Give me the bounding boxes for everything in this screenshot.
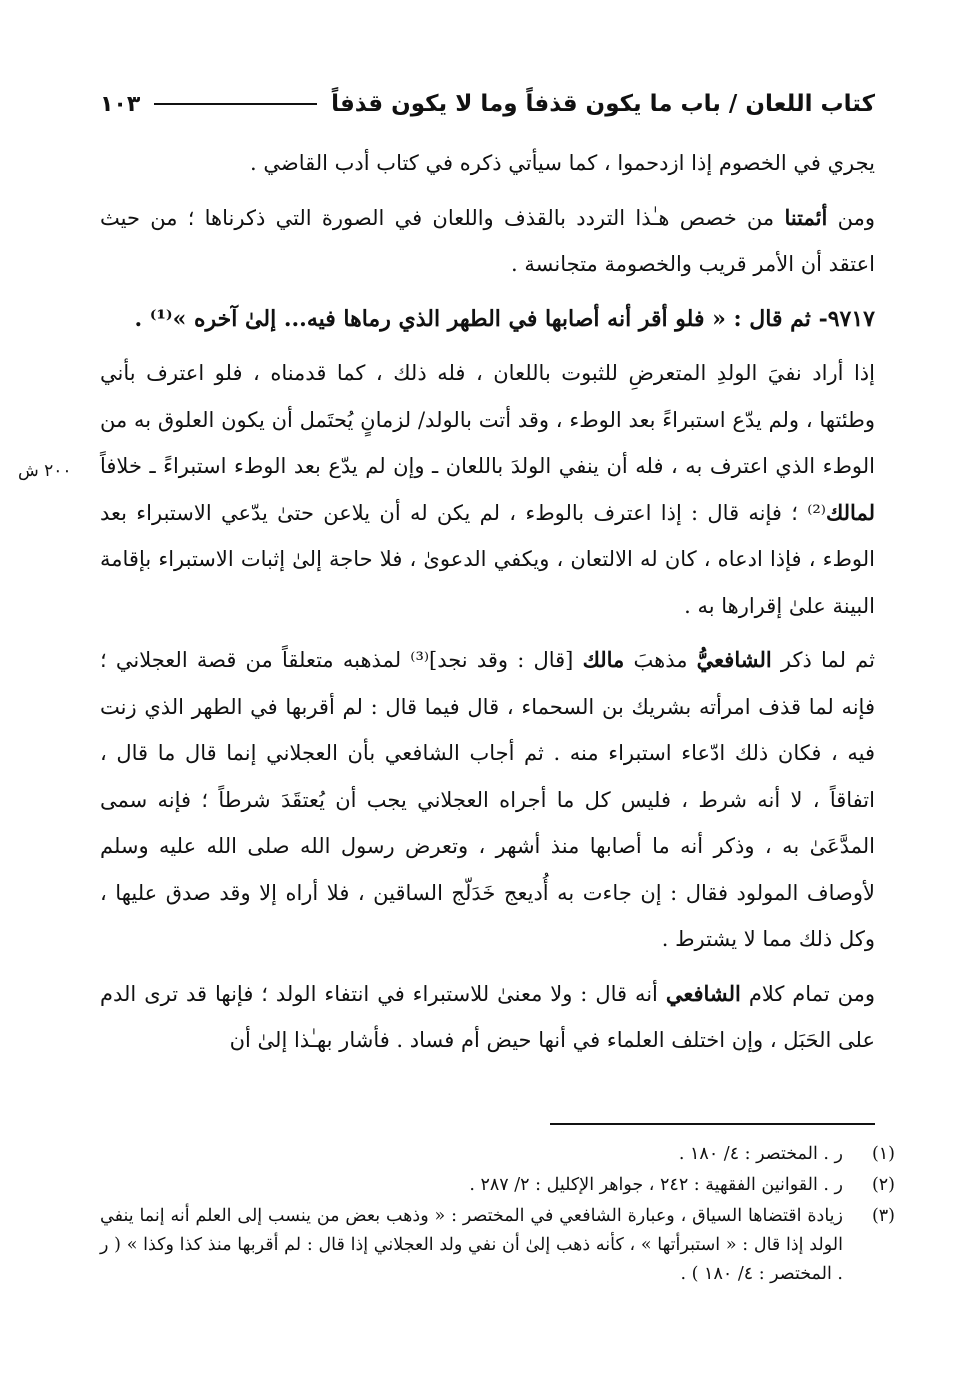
section-quote: ٩٧١٧- ثم قال : « فلو أقر أنه أصابها في الطهر الذي رماها فيه... إلىٰ آخره » [172,305,875,332]
footnote [100,1202,895,1289]
footnote-text: ر . المختصر : ٤/ ١٨٠ . [678,1144,843,1164]
bold-term: أئمتنا [784,204,828,230]
main-text [100,140,875,1072]
footnote [100,1171,895,1200]
section-heading [100,296,875,343]
paragraph-text: يجري في الخصوم إذا ازدحموا ، كما سيأتي ذكره في كتاب أدب القاضي . [250,151,875,175]
footnote-number: (٣) [871,1206,895,1226]
bold-term: الشافعي [665,980,741,1006]
paragraph [100,971,875,1064]
footnotes [100,1140,895,1291]
paragraph-text: إذا أراد نفيَ الولدِ المتعرضِ للثبوت باللعان ، فله ذلك ، كما قدمناه ، فلو اعترف بأني وطئتها ، ولم يدّع استبراءً بعد الوطء ، وقد أتت بالولد/ لزمانٍ يُحتَمل أن يكون العلوق به من الوطء الذي اعترف به ، فله أن ينفي الولدَ باللعان ـ وإن لم يدّع بعد الوطء استبراءً ـ خلافاً [100,361,875,478]
paragraph-mid: مذهبَ [624,648,697,672]
paragraph-lead: ومن [827,205,875,230]
footnote-text: ر . القوانين الفقهية : ٢٤٢ ، جواهر الإكليل : ٢/ ٢٨٧ . [469,1175,843,1195]
page-number: ١٠٣ [100,91,141,117]
header-title: كتاب اللعان / باب ما يكون قذفاً وما لا يكون قذفاً [331,91,875,117]
bold-term: الشافعيُّ [696,647,772,672]
paragraph-lead: ومن تمام كلام [740,981,875,1006]
footnote-number: (٢) [871,1175,895,1195]
paragraph-lead: ثم لما ذكر [771,648,875,672]
paragraph-text: ⁽²⁾ ؛ فإنه قال : إذا اعترف بالوطء ، لم يكن له أن يلاعن حتىٰ يدّعي الاستبراء بعد الوطء ، فإذا ادعاه ، كان له الالتعان ، ويكفي الدعوىٰ ، فلا حاجة إلىٰ إثبات الاستبراء بإقامة البينة علىٰ إقرارها به . [100,500,875,618]
footnote-text: زيادة اقتضاها السياق ، وعبارة الشافعي في المختصر : « وذهب بعض من ينسب إلى العلم أنه إنما ينفي الولد إذا قال : « استبرأتها » ، كأنه ذهب إلىٰ أن نفي ولد العجلاني إذا قال : لم أقربها منذ كذا وكذا » ( ر . المختصر : ٤/ ١٨٠ ) . [100,1206,843,1284]
paragraph-text: [قال : وقد نجد]⁽³⁾ لمذهبه متعلقاً من قصة العجلاني ؛ فإنه لما قذف امرأته بشريك بن السحماء ، قال فيما قال : لم أقربها في الطهر الذي زنت فيه ، فكان ذلك ادّعاء استبراء منه . ثم أجاب الشافعي بأن العجلاني إنما قال ما قال ، اتفاقاً ، لا أنه شرط ، فليس كل ما أجراه العجلاني يجب أن يُعتقَدَ شرطاً ؛ فإنه سمى المدَّعَىٰ به ، وذكر أنه ما أصابها منذ أشهر ، وتعرض رسول الله صلى الله عليه وسلم لأوصاف المولود فقال : إن جاءت به أُديعج خَدَلّج الساقين ، فلا أراه إلا وقد صدق عليها ، وكل ذلك مما لا يشترط . [100,648,875,951]
footnote-number: (١) [871,1144,895,1164]
paragraph-text: من خصص هـٰذا التردد بالقذف واللعان في الصورة التي ذكرناها ؛ من حيث اعتقد أن الأمر قريب والخصومة متجانسة . [100,205,875,276]
paragraph-text: أنه قال : ولا معنىٰ للاستبراء في انتفاء الولد ؛ فإنها قد ترى الدم على الحَبَل ، وإن اختلف العلماء في أنها حيض أم فساد . فأشار بهـٰذا إلىٰ أن [100,981,875,1052]
paragraph [100,350,875,629]
running-header [100,84,875,124]
footnote-ref: ⁽¹⁾ . [134,305,173,332]
footnote [100,1140,895,1169]
margin-note: ٢٠٠ ش [18,461,72,481]
footnote-separator [550,1123,875,1125]
bold-term: مالك [582,647,625,672]
paragraph [100,140,875,187]
paragraph [100,195,875,288]
bold-term: لمالك [825,499,875,525]
header-rule [154,103,317,105]
paragraph [100,637,875,963]
